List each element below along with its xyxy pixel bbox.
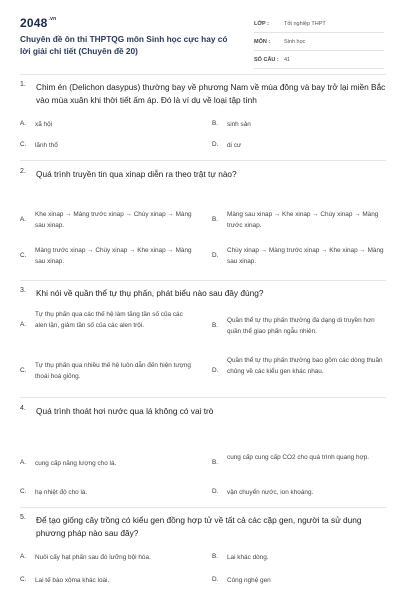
divider — [20, 280, 386, 281]
option-a[interactable] — [20, 210, 192, 231]
option-letter: D. — [212, 488, 219, 495]
option-text: Khe xinap → Màng trước xinap → Chùy xinap → Màng sau xinap. — [35, 211, 192, 229]
option-text: Chùy xinap → Màng trước xinap → Khe xinap → Màng sau xinap. — [227, 247, 384, 265]
meta-value: 41 — [284, 57, 291, 63]
option-letter: A. — [20, 553, 27, 560]
option-letter: D. — [212, 576, 219, 583]
logo-suffix: .vn — [48, 16, 57, 22]
option-d[interactable] — [212, 141, 384, 152]
option-letter: A. — [20, 321, 27, 328]
option-letter: A. — [20, 120, 27, 127]
option-letter: A. — [20, 459, 27, 466]
question-text: Để tạo giống cây trồng có kiểu gen đồng hợp tử về tất cả các cặp gen, người ta sử dụng phương pháp nào sau đây? — [36, 515, 362, 538]
divider — [20, 397, 386, 398]
divider — [20, 160, 386, 161]
option-a[interactable] — [20, 310, 192, 331]
option-b[interactable] — [212, 553, 384, 564]
option-text: Màng sau xinap → Khe xinap → Chùy xinap → Màng trước xinap. — [227, 211, 379, 229]
option-text: Công nghệ gen — [227, 577, 271, 584]
question-1 — [20, 81, 388, 107]
option-text: cung cấp cung cấp CO2 cho quá trình quang hợp. — [227, 454, 370, 461]
option-d[interactable] — [212, 488, 384, 499]
option-c[interactable] — [20, 246, 192, 267]
question-2 — [20, 168, 388, 181]
meta-row-subject — [254, 36, 384, 51]
option-b[interactable] — [212, 210, 384, 231]
document-meta — [254, 18, 384, 72]
meta-row-count — [254, 54, 384, 69]
option-b[interactable] — [212, 453, 384, 464]
option-letter: D. — [212, 141, 219, 148]
question-text: Khi nói về quần thể tự thụ phấn, phát biểu nào sau đây đúng? — [36, 288, 264, 298]
divider — [20, 507, 386, 508]
question-number: 4. — [20, 405, 26, 412]
option-d[interactable] — [212, 246, 384, 267]
option-text: lãnh thổ — [35, 142, 58, 149]
option-text: Màng trước xinap → Chùy xinap → Khe xinap → Màng sau xinap. — [35, 247, 192, 265]
option-a[interactable] — [20, 459, 192, 470]
option-text: hạ nhiệt độ cho lá. — [35, 489, 88, 496]
option-text: Tự thụ phấn qua các thế hệ làm tăng tần số của các alen lặn, giảm tần số của các alen trội. — [35, 311, 183, 329]
option-text: sinh sản — [227, 121, 251, 128]
question-number: 3. — [20, 287, 26, 294]
option-text: di cư — [227, 142, 242, 149]
option-c[interactable] — [20, 141, 192, 152]
option-d[interactable] — [212, 576, 384, 587]
option-text: cung cấp năng lượng cho lá. — [35, 460, 117, 467]
question-number: 1. — [20, 81, 26, 88]
meta-value: Tốt nghiệp THPT — [284, 21, 326, 27]
option-letter: B. — [212, 459, 219, 466]
option-text: Lai tế bào xôma khác loài. — [35, 577, 110, 584]
option-letter: D. — [212, 367, 219, 374]
option-letter: B. — [212, 553, 219, 560]
option-d[interactable] — [212, 356, 384, 377]
site-logo[interactable] — [20, 16, 56, 30]
option-letter: C. — [20, 252, 27, 259]
option-text: Lai khác dòng. — [227, 554, 269, 561]
option-letter: C. — [20, 367, 27, 374]
option-letter: A. — [20, 216, 27, 223]
option-letter: B. — [212, 120, 219, 127]
question-3 — [20, 287, 388, 300]
option-b[interactable] — [212, 316, 384, 337]
question-text: Chim én (Delichon dasypus) thường bay về phương Nam về mùa đông và bay trở lại miền Bắc vào mùa xuân khi thời tiết ấm áp. Đó là ví dụ về loại tập tính — [36, 82, 386, 105]
option-letter: C. — [20, 488, 27, 495]
meta-value: Sinh học — [284, 39, 306, 45]
question-text: Quá trình thoát hơi nước qua lá không có vai trò — [36, 406, 214, 416]
option-text: Nuôi cấy hạt phấn sau đó lưỡng bội hóa. — [35, 554, 151, 561]
option-c[interactable] — [20, 576, 192, 587]
option-letter: B. — [212, 322, 219, 329]
question-text: Quá trình truyền tin qua xinap diễn ra theo trật tự nào? — [36, 169, 237, 179]
logo-text: 2048 — [20, 16, 48, 30]
option-b[interactable] — [212, 120, 384, 131]
option-text: xã hội — [35, 121, 53, 128]
option-text: Tự thụ phấn qua nhiều thế hệ luôn dẫn đến hiện tượng thoái hoá giống. — [35, 362, 191, 380]
meta-row-grade — [254, 18, 384, 33]
option-c[interactable] — [20, 488, 192, 499]
option-letter: B. — [212, 216, 219, 223]
option-a[interactable] — [20, 120, 192, 131]
option-c[interactable] — [20, 361, 192, 382]
option-text: Quần thể tự thụ phấn thường bao gồm các dòng thuần chủng về các kiểu gen khác nhau. — [227, 357, 383, 375]
option-letter: C. — [20, 141, 27, 148]
meta-label: SỐ CÂU : — [254, 57, 279, 63]
divider — [20, 74, 386, 75]
document-title: Chuyên đề ôn thi THPTQG môn Sinh học cực hay có lời giải chi tiết (Chuyên đề 20) — [20, 34, 228, 56]
meta-label: MÔN : — [254, 39, 271, 45]
option-letter: C. — [20, 576, 27, 583]
document-header — [0, 0, 400, 72]
option-a[interactable] — [20, 553, 192, 564]
question-4 — [20, 405, 388, 418]
option-text: Quần thể tự thụ phấn thường đa dạng di truyền hơn quần thể giao phấn ngẫu nhiên. — [227, 317, 375, 335]
question-number: 5. — [20, 514, 26, 521]
question-5 — [20, 514, 388, 540]
question-number: 2. — [20, 168, 26, 175]
option-text: vận chuyển nước, ion khoáng. — [227, 489, 314, 496]
meta-label: LỚP : — [254, 21, 269, 27]
option-letter: D. — [212, 252, 219, 259]
